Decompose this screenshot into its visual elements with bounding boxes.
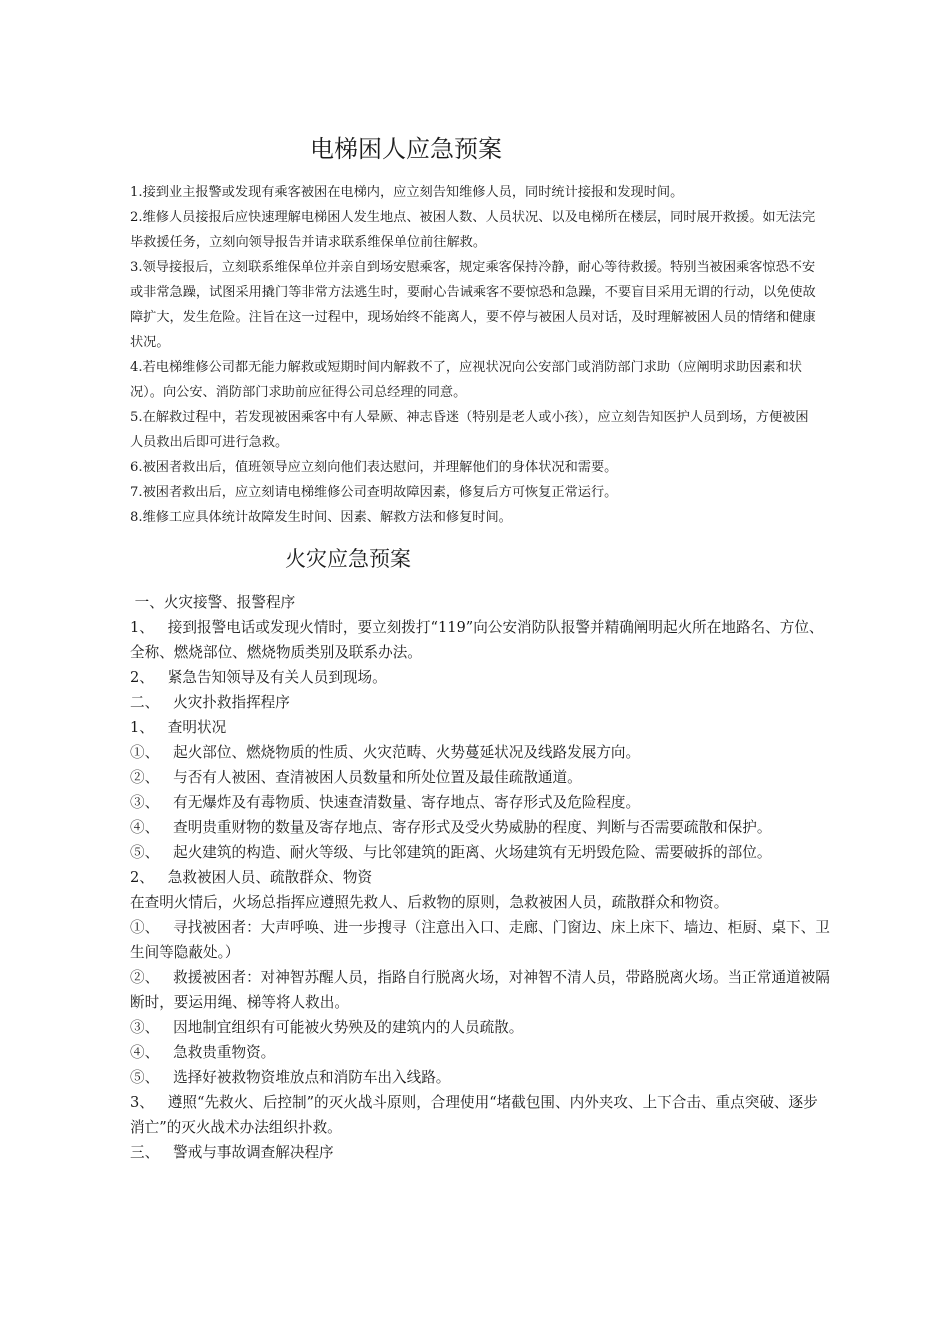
fire-heading-1: 一、火灾接警、报警程序 [130, 594, 296, 611]
fire-paragraph: 在查明火情后，火场总指挥应遵照先救人、后救物的原则，急救被困人员，疏散群众和物资。 [130, 894, 729, 911]
elevator-paragraph: 5.在解救过程中，若发现被困乘客中有人晕厥、神志昏迷（特别是老人或小孩），应立刻告知医护人员到场，方便被困人员救出后即可进行急救。 [130, 410, 809, 450]
fire-paragraph: 3、 遵照“先救火、后控制”的灭火战斗原则，合理使用“堵截包围、内外夹攻、上下合击、重点突破、逐步消亡”的灭火战术办法组织扑救。 [130, 1094, 818, 1136]
fire-paragraph: ①、 寻找被困者：大声呼唤、进一步搜寻（注意出入口、走廊、门窗边、床上床下、墙边、柜厨、桌下、卫生间等隐蔽处。） [130, 919, 830, 961]
fire-paragraph: 1、 查明状况 [130, 719, 227, 736]
fire-paragraph: ④、 查明贵重财物的数量及寄存地点、寄存形式及受火势威胁的程度、判断与否需要疏散和保护。 [130, 819, 772, 836]
fire-paragraph: ③、 因地制宜组织有可能被火势殃及的建筑内的人员疏散。 [130, 1019, 524, 1036]
fire-section [130, 542, 830, 1165]
fire-paragraph: ②、 与否有人被困、查清被困人员数量和所处位置及最佳疏散通道。 [130, 769, 582, 786]
fire-paragraph: ⑤、 选择好被救物资堆放点和消防车出入线路。 [130, 1069, 451, 1086]
elevator-paragraph: 2.维修人员接报后应快速理解电梯困人发生地点、被困人数、人员状况、以及电梯所在楼层，同时展开救援。如无法完毕救援任务，立刻向领导报告并请求联系维保单位前往解救。 [130, 210, 816, 250]
fire-heading-3: 三、 警戒与事故调查解决程序 [130, 1144, 334, 1161]
elevator-title: 电梯困人应急预案 [310, 135, 502, 163]
fire-paragraph: ④、 急救贵重物资。 [130, 1044, 276, 1061]
fire-paragraph: 1、 接到报警电话或发现火情时，要立刻拨打“119”向公安消防队报警并精确阐明起火所在地路名、方位、全称、燃烧部位、燃烧物质类别及联系办法。 [130, 619, 824, 661]
fire-paragraph: ①、 起火部位、燃烧物质的性质、火灾范畴、火势蔓延状况及线路发展方向。 [130, 744, 641, 761]
fire-paragraph: 2、 急救被困人员、疏散群众、物资 [130, 869, 373, 886]
elevator-paragraph: 3.领导接报后，立刻联系维保单位并亲自到场安慰乘客，规定乘客保持冷静，耐心等待救援。特别当被困乘客惊恐不安或非常急躁，试图采用撬门等非常方法逃生时，要耐心告诫乘客不要惊恐和急躁，不要盲目采用无谓的行动，以免使故障扩大，发生危险。注旨在这一过程中，现场始终不能离人，要不停与被困人员对话，及时理解被困人员的情绪和健康状况。 [130, 260, 816, 350]
elevator-paragraph: 7.被困者救出后，应立刻请电梯维修公司查明故障因素，修复后方可恢复正常运行。 [130, 485, 618, 500]
fire-paragraph: ⑤、 起火建筑的构造、耐火等级、与比邻建筑的距离、火场建筑有无坍毁危险、需要破拆的部位。 [130, 844, 772, 861]
elevator-paragraph: 4.若电梯维修公司都无能力解救或短期时间内解救不了，应视状况向公安部门或消防部门求助（应阐明求助因素和状况）。向公安、消防部门求助前应征得公司总经理的同意。 [130, 360, 802, 400]
fire-heading-2: 二、 火灾扑救指挥程序 [130, 694, 290, 711]
fire-title: 火灾应急预案 [285, 547, 411, 571]
elevator-paragraph: 1.接到业主报警或发现有乘客被困在电梯内，应立刻告知维修人员，同时统计接报和发现时间。 [130, 185, 684, 200]
elevator-paragraph: 6.被困者救出后，值班领导应立刻向他们表达慰问，并理解他们的身体状况和需要。 [130, 460, 618, 475]
fire-paragraph: ②、 救援被困者：对神智苏醒人员，指路自行脱离火场，对神智不清人员，带路脱离火场。当正常通道被隔断时，要运用绳、梯等将人救出。 [130, 969, 830, 1011]
elevator-section [130, 132, 820, 530]
elevator-paragraph: 8.维修工应具体统计故障发生时间、因素、解救方法和修复时间。 [130, 510, 512, 525]
fire-paragraph: ③、 有无爆炸及有毒物质、快速查清数量、寄存地点、寄存形式及危险程度。 [130, 794, 641, 811]
fire-paragraph: 2、 紧急告知领导及有关人员到现场。 [130, 669, 387, 686]
